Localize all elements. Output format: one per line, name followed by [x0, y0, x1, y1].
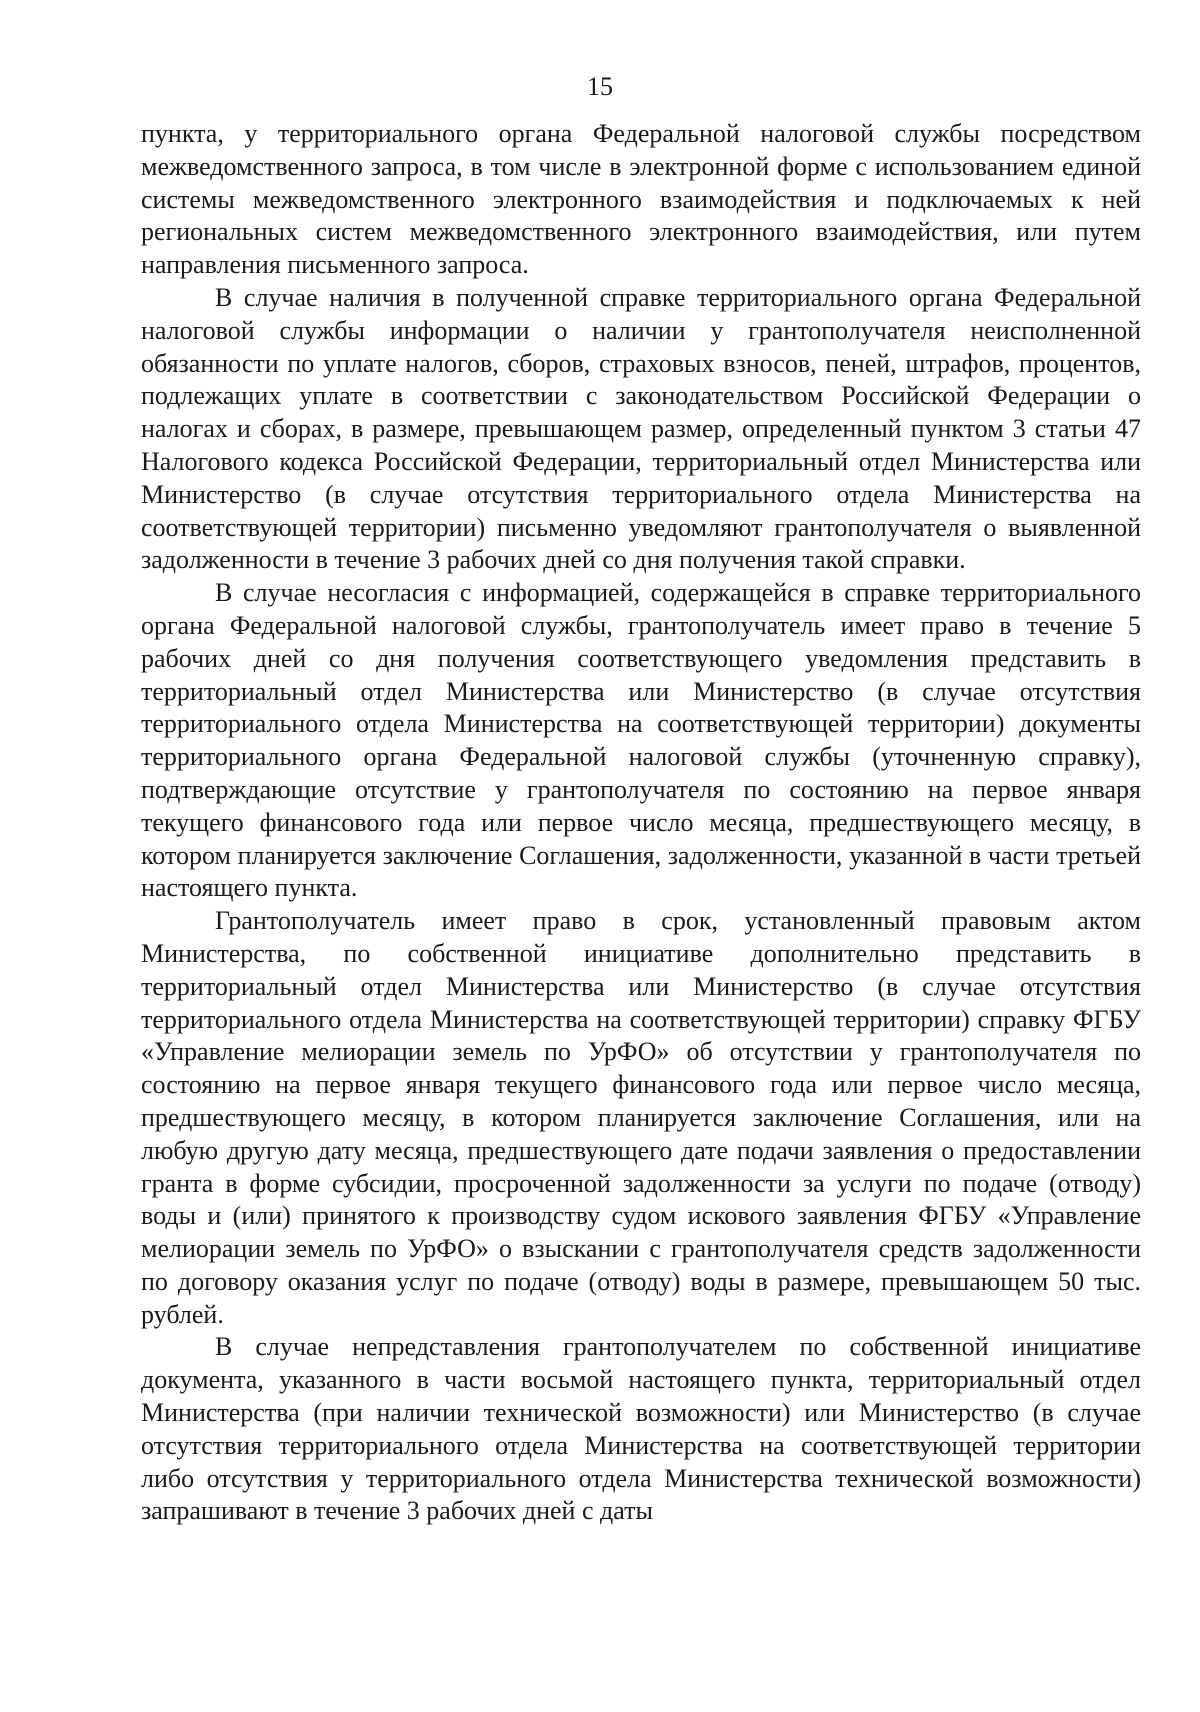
paragraph-continuation: пункта, у территориального органа Федеральной налоговой службы посредством межведомственного запроса, в том числе в электронной форме с использованием единой системы межведомственного электронного взаимодействия и подключаемых к ней региональных систем межведомственного электронного взаимодействия, или путем направления письменного запроса. — [141, 119, 1141, 280]
paragraph-tax-debt-notice: В случае наличия в полученной справке территориального органа Федеральной налоговой службы информации о наличии у грантополучателя неисполненной обязанности по уплате налогов, сборов, страховых взносов, пеней, штрафов, процентов, подлежащих уплате в соответствии с законодательством Российской Федерации о налогах и сборах, в размере, превышающем размер, определенный пунктом 3 статьи 47 Налогового кодекса Российской Федерации, территориальный отдел Министерства или Министерство (в случае отсутствия территориального отдела Министерства на соответствующей территории) письменно уведомляют грантополучателя о выявленной задолженности в течение 3 рабочих дней со дня получения такой справки. — [141, 282, 1141, 575]
paragraph-non-submission: В случае непредставления грантополучателем по собственной инициативе документа, указанного в части восьмой настоящего пункта, территориальный отдел Министерства (при наличии технической возможности) или Министерство (в случае отсутствия территориального отдела Министерства на соответствующей территории либо отсутствия у территориального отдела Министерства технической возможности) запрашивают в течение 3 рабочих дней с даты — [141, 1332, 1141, 1526]
document-body — [141, 118, 1141, 1528]
paragraph-disagreement: В случае несогласия с информацией, содержащейся в справке территориального органа Федеральной налоговой службы, грантополучатель имеет право в течение 5 рабочих дней со дня получения соответствующего уведомления представить в территориальный отдел Министерства или Министерство (в случае отсутствия территориального отдела Министерства на соответствующей территории) документы территориального органа Федеральной налоговой службы (уточненную справку), подтверждающие отсутствие у грантополучателя по состоянию на первое января текущего финансового года или первое число месяца, предшествующего месяцу, в котором планируется заключение Соглашения, задолженности, указанной в части третьей настоящего пункта. — [141, 578, 1141, 903]
paragraph-melioration-certificate: Грантополучатель имеет право в срок, установленный правовым актом Министерства, по собственной инициативе дополнительно представить в территориальный отдел Министерства или Министерство (в случае отсутствия территориального отдела Министерства на соответствующей территории) справку ФГБУ «Управление мелиорации земель по УрФО» об отсутствии у грантополучателя по состоянию на первое января текущего финансового года или первое число месяца, предшествующего месяцу, в котором планируется заключение Соглашения, или на любую другую дату месяца, предшествующего дате подачи заявления о предоставлении гранта в форме субсидии, просроченной задолженности за услуги по подаче (отводу) воды и (или) принятого к производству судом искового заявления ФГБУ «Управление мелиорации земель по УрФО» о взыскании с грантополучателя средств задолженности по договору оказания услуг по подаче (отводу) воды в размере, превышающем 50 тыс. рублей. — [141, 906, 1141, 1329]
page-number: 15 — [587, 72, 613, 101]
